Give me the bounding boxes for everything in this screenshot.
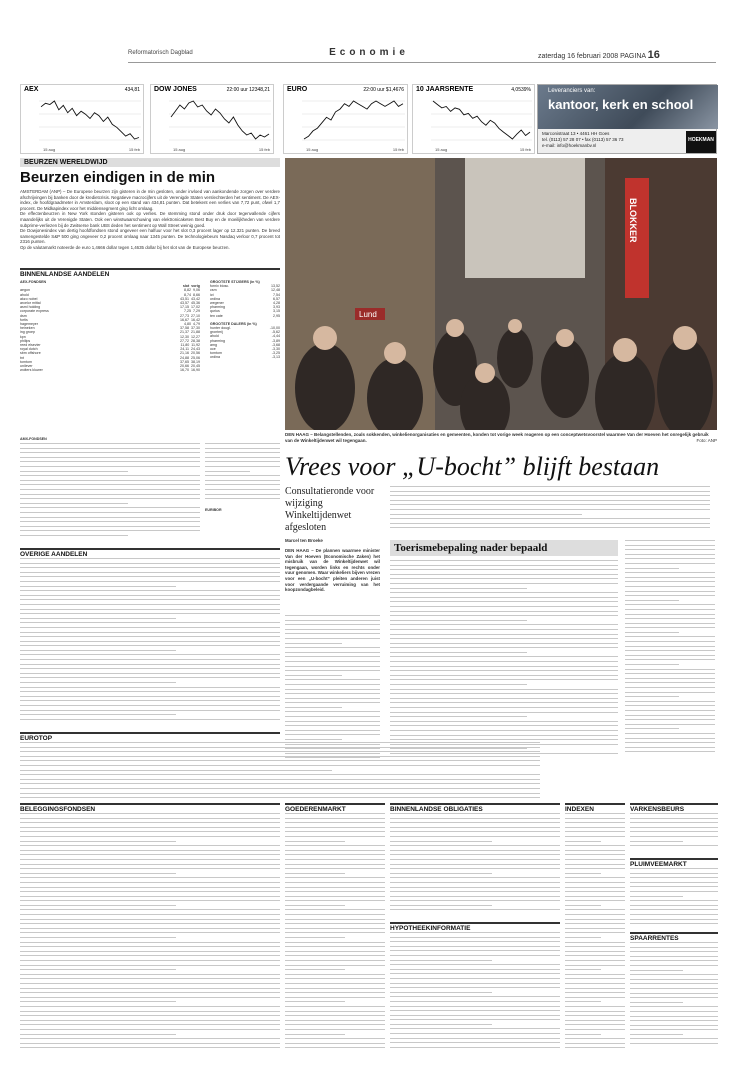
- varkens-lines: [630, 813, 718, 853]
- fund-slot: 43,51: [180, 296, 189, 301]
- advertisement[interactable]: [537, 84, 717, 154]
- index-chart-3: [412, 84, 535, 154]
- index-line-chart: [413, 95, 532, 145]
- axis-end: 15 feb: [392, 147, 404, 152]
- article-paragraph: AMSTERDAM (ANP) – De Europese beurzen zijn gisteren in de min gesloten, onder invloed van aankondende zorgen over verdere afschrijvingen bij banken door de kredietcrisis. Negatieve macrocijfers uit de Verenigde Staten verslechterden het sentiment. De AEX-index, de hoofdgraadmeter in Amsterdam, sloot op een stand van 434,81 punten. Dat betekent een verlies van 7,72 punt, ofwel 1,7 procent. De Midkapindex voor het middensegment ging licht omlaag.: [20, 189, 280, 211]
- fund-name: ordina: [210, 296, 220, 301]
- fund-name: ing groep: [20, 330, 35, 335]
- col-slot: slot: [182, 284, 190, 289]
- fund-name: tomtom: [20, 359, 32, 364]
- fund-vorig: 37,30: [191, 326, 200, 331]
- axis-end: 15 feb: [519, 147, 531, 152]
- obligaties: [390, 803, 560, 813]
- article-kicker: BEURZEN WERELDWIJD: [20, 158, 280, 167]
- fund-change: -4,44: [271, 334, 280, 339]
- fund-slot: 11,80: [180, 343, 190, 348]
- index-value: 4,0539%: [511, 87, 531, 93]
- fund-vorig: 9,06: [193, 288, 200, 293]
- spaar-lines: [630, 942, 718, 1052]
- fund-vorig: 4,79: [193, 322, 200, 327]
- indexen-lines: [565, 813, 625, 1053]
- byline: Marcel ten Broeke: [285, 538, 323, 543]
- fund-change: 12,48: [271, 288, 280, 293]
- hypotheek: [390, 922, 560, 932]
- fund-vorig: 27,10: [191, 313, 200, 318]
- overige-lines: [20, 558, 280, 728]
- table-row: [210, 355, 280, 359]
- fund-name: pharming: [210, 305, 225, 310]
- axis-end: 15 feb: [258, 147, 270, 152]
- table-subheading: AEX-FONDSEN: [20, 280, 47, 284]
- euribor-heading: EURIBOR: [205, 508, 222, 512]
- axis-start: 15 aug: [435, 147, 448, 152]
- sign-lund: Lund: [359, 310, 377, 319]
- main-headline: Vrees voor „U-bocht” blijft bestaan: [285, 452, 660, 481]
- fund-slot: 37,65: [180, 359, 189, 364]
- table-subheading: GROOTSTE STIJGERS (in %): [210, 280, 260, 284]
- pluimveemarkt: [630, 858, 718, 868]
- index-line-chart: [284, 95, 405, 145]
- caption-text: DEN HAAG – Belangstellenden, zoals sokkenden, winkelienorganisaties en gemeenten, konden tot vorige week reageren op een conceptwetsvoorstel waarmee Van der Hoeven het onregelijk gebruik van de Winkeltijdenwet wil tegengaan.: [285, 432, 709, 443]
- ad-email: e-mail: info@hoekmanbv.nl: [542, 143, 597, 148]
- date-text: zaterdag 16 februari 2008 PAGINA: [538, 53, 646, 60]
- fund-name: wolters kluwer: [20, 368, 43, 373]
- fund-name: philips: [20, 338, 31, 343]
- fund-name: corporate express: [20, 309, 49, 314]
- fund-slot: 16,70: [180, 368, 189, 373]
- section-heading: EUROTOP: [20, 732, 280, 742]
- fund-slot: 27,72: [180, 338, 189, 343]
- index-name: 10 JAARSRENTE: [416, 86, 474, 93]
- eurotop: [20, 732, 280, 742]
- table-row: [210, 314, 280, 318]
- axis-start: 15 aug: [43, 147, 56, 152]
- section-heading: PLUIMVEEMARKT: [630, 858, 718, 868]
- article-text-lines: [285, 615, 380, 765]
- fund-name: csm: [210, 288, 217, 293]
- index-value: 22:00 uur $1,4676: [363, 87, 404, 93]
- overige-aandelen: [20, 548, 280, 558]
- fund-slot: 27,73: [180, 313, 189, 318]
- fund-name: tomtom: [210, 351, 222, 356]
- fund-vorig: 11,92: [191, 343, 200, 348]
- newspaper-name: Reformatorisch Dagblad: [128, 50, 193, 56]
- fund-name: fortis: [20, 317, 28, 322]
- section-heading: SPAARRENTES: [630, 932, 718, 942]
- fund-change: -3,13: [271, 355, 280, 360]
- fund-name: qurius: [210, 309, 220, 314]
- section-heading: BINNENLANDSE AANDELEN: [20, 268, 280, 278]
- index-value: 434,81: [124, 87, 140, 93]
- fund-name: reed elsevier: [20, 343, 41, 348]
- fund-change: -10,00: [269, 326, 280, 331]
- article-headline: Beurzen eindigen in de min: [20, 169, 216, 186]
- fund-slot: 8,74: [184, 292, 191, 297]
- fund-vorig: 7,29: [193, 309, 200, 314]
- fund-name: ten cate: [210, 313, 223, 318]
- index-chart-1: [150, 84, 274, 154]
- article-paragraph: De effectenbeurzen in New York stonden gisteren ook op verlies. De stemming stond onder druk door tegenvallende cijfers maandelijks uit de Verenigde Staten. Ook een winstwaarschuwing van elektronicaketen Best Buy en de moeilijkheden van verdere subprime-verliezen bij de Zwitserse bank UBS deden het sentiment op Wall Street weinig goed.: [20, 211, 280, 228]
- fund-change: 6,57: [273, 296, 280, 301]
- box-headline: Toerismebepaling nader bepaald: [390, 540, 618, 556]
- fund-slot: 20,66: [180, 364, 189, 369]
- fund-vorig: 20,56: [191, 351, 200, 356]
- ad-address: [542, 131, 623, 149]
- index-value: 22:00 uur 12348,21: [226, 87, 270, 93]
- section-heading: INDEXEN: [565, 803, 625, 813]
- table-row: [20, 368, 200, 372]
- fund-vorig: 38,19: [191, 359, 200, 364]
- fondsen-lines: [20, 813, 280, 1053]
- fund-name: arcelor mittal: [20, 301, 41, 306]
- col-vorig: vorig: [191, 284, 200, 289]
- issue-date: [538, 49, 660, 61]
- fund-name: oce: [210, 347, 216, 352]
- amx-heading: AMX-FONDSEN: [20, 437, 47, 441]
- fund-vorig: 16,42: [191, 317, 200, 322]
- fund-vorig: 28,38: [191, 338, 200, 343]
- fund-name: tnt: [20, 355, 24, 360]
- fund-name: fornix biosc.: [210, 284, 230, 289]
- beleggingsfondsen: [20, 803, 280, 813]
- binnenlandse-aandelen: [20, 268, 280, 372]
- ad-title: kantoor, kerk en school: [548, 97, 694, 112]
- axis-start: 15 aug: [173, 147, 186, 152]
- section-heading: HYPOTHEEKINFORMATIE: [390, 922, 560, 932]
- obligaties-lines: [390, 813, 560, 918]
- fund-name: hunter dougl.: [210, 326, 231, 331]
- pluimvee-lines: [630, 868, 718, 928]
- section-heading: BELEGGINGSFONDSEN: [20, 803, 280, 813]
- fund-name: ict: [210, 292, 214, 297]
- fund-change: -5,62: [271, 330, 280, 335]
- ad-tagline: Leveranciers van:: [548, 88, 596, 94]
- fund-slot: 17,15: [180, 305, 189, 310]
- axis-start: 15 aug: [306, 147, 319, 152]
- article-subhead: Consultatieronde voor wijziging Winkeltijdenwet afgesloten: [285, 486, 375, 533]
- fund-slot: 4,80: [184, 322, 191, 327]
- fund-vorig: 20,45: [191, 364, 200, 369]
- fund-change: -3,30: [271, 347, 280, 352]
- ad-phone: tel. (0113) 57 28 07 • fax (0113) 57 36 73: [542, 137, 624, 142]
- fund-name: hagemeyer: [20, 322, 38, 327]
- page-header: [0, 0, 738, 72]
- fund-vorig: 17,02: [191, 305, 200, 310]
- fund-slot: 43,57: [180, 301, 189, 306]
- shopping-street-photo: [285, 158, 717, 430]
- fund-name: grontmij: [210, 330, 223, 335]
- fund-name: amg: [210, 342, 217, 347]
- fund-vorig: 21,88: [191, 330, 200, 335]
- crowd-illustration: [285, 158, 717, 430]
- index-chart-2: [283, 84, 408, 154]
- index-line-chart: [151, 95, 271, 145]
- fund-name: aegon: [20, 288, 30, 293]
- box-text-lines: [390, 560, 618, 760]
- fund-slot: 37,58: [180, 326, 189, 331]
- fund-vorig: 25,06: [191, 355, 200, 360]
- fund-change: 13,52: [271, 284, 280, 289]
- index-name: AEX: [24, 86, 39, 93]
- varkensbeurs: [630, 803, 718, 813]
- index-series-line: [41, 101, 139, 139]
- section-heading: BINNENLANDSE OBLIGATIES: [390, 803, 560, 813]
- article-lead: DEN HAAG – De plannen waarmee minister Van der Hoeven (Economische Zaken) het misbruik van de Winkeltijdenwet wil tegengaan, worden links en rechts onder vuur genomen. Waar winkeliers bijven vrezen voor een „U-bocht” pleiten anderen juist voor verdergaande verruiming van het koopzondagbeleid.: [285, 548, 380, 593]
- article-text-lines: [390, 486, 710, 536]
- hypotheek-lines: [390, 932, 560, 1052]
- fund-vorig: 45,36: [191, 301, 200, 306]
- fund-vorig: 16,90: [191, 368, 200, 373]
- fund-name: pharming: [210, 338, 225, 343]
- index-series-line: [171, 101, 269, 139]
- ad-logo: HOEKMAN: [686, 131, 716, 153]
- spaarrentes: [630, 932, 718, 942]
- fund-name: kpn: [20, 334, 26, 339]
- fund-change: 2,95: [273, 313, 280, 318]
- fund-name: ahold: [20, 292, 29, 297]
- fund-vorig: 12,27: [191, 334, 200, 339]
- stijgers-dalers: [210, 280, 280, 360]
- fund-change: 3,93: [273, 305, 280, 310]
- section-title: Economie: [329, 47, 409, 58]
- section-heading: VARKENSBEURS: [630, 803, 718, 813]
- fund-name: sbm offshore: [20, 351, 41, 356]
- fund-name: ahold: [210, 334, 219, 339]
- fund-slot: 21,37: [180, 330, 189, 335]
- fund-slot: 12,30: [180, 334, 189, 339]
- article-text-lines: [625, 540, 715, 760]
- index-series-line: [433, 101, 530, 139]
- fund-change: 4,28: [273, 301, 280, 306]
- fund-change: 3,15: [273, 309, 280, 314]
- sign-blokker: BLOKKER: [628, 198, 638, 243]
- goederen-lines: [285, 813, 385, 1053]
- fund-vorig: 24,43: [191, 347, 200, 352]
- small-table-lines: [205, 443, 280, 503]
- indexen: [565, 803, 625, 813]
- table-subheading: GROOTSTE DALERS (in %): [210, 321, 257, 326]
- index-name: EURO: [287, 86, 308, 93]
- fund-slot: 24,88: [180, 355, 189, 360]
- index-line-chart: [21, 95, 141, 145]
- fund-change: -3,89: [271, 338, 280, 343]
- fund-name: royal dutch: [20, 347, 38, 352]
- fund-change: 7,54: [273, 292, 280, 297]
- header-rule: [128, 62, 716, 63]
- photo-credit: Foto: ANP: [696, 437, 717, 443]
- aex-table: [20, 280, 200, 372]
- fund-slot: 16,67: [180, 317, 189, 322]
- fund-vorig: 8,66: [193, 292, 200, 297]
- article-paragraph: De Dowjonesindex van dertig hoofdfondsen stond ongeveer een halfuur voor het slot 0,3 procent lager op 12.321 punten. De breed samengestelde S&P 500 ging ongeveer 0,2 procent omlaag naar 1345 punten. De technologiebeurs Nasdaq verloor 0,7 procent tot 2316 punten.: [20, 228, 280, 245]
- amx-table-lines: [20, 443, 200, 543]
- goederenmarkt: [285, 803, 385, 813]
- fund-slot: 7,25: [184, 309, 191, 314]
- fund-slot: 8,82: [184, 288, 191, 293]
- section-heading: GOEDERENMARKT: [285, 803, 385, 813]
- ad-street: Marconistraat 13 • 4461 HH Goes: [542, 131, 610, 136]
- fund-change: -3,25: [271, 351, 280, 356]
- index-name: DOW JONES: [154, 86, 197, 93]
- fund-vorig: 43,42: [191, 296, 200, 301]
- index-chart-0: [20, 84, 144, 154]
- article-paragraph: Op de valutamarkt noteerde de euro 1,4666 dollar tegen 1,4635 dollar bij het slot van de Europese beurzen.: [20, 244, 230, 250]
- fund-name: wegener: [210, 301, 224, 306]
- fund-name: akzo nobel: [20, 296, 38, 301]
- section-heading: OVERIGE AANDELEN: [20, 548, 280, 558]
- fund-slot: 24,11: [180, 347, 189, 352]
- axis-end: 15 feb: [128, 147, 140, 152]
- fund-name: heineken: [20, 326, 35, 331]
- fund-name: unilever: [20, 364, 33, 369]
- fund-change: -3,68: [271, 342, 280, 347]
- fund-name: asml holding: [20, 305, 41, 310]
- photo-caption: [285, 432, 717, 443]
- fund-name: dsm: [20, 313, 27, 318]
- page-number: 16: [647, 49, 660, 61]
- fund-name: ordina: [210, 355, 220, 360]
- fund-slot: 21,16: [180, 351, 189, 356]
- article-beurzen: [20, 158, 280, 251]
- index-series-line: [304, 101, 403, 139]
